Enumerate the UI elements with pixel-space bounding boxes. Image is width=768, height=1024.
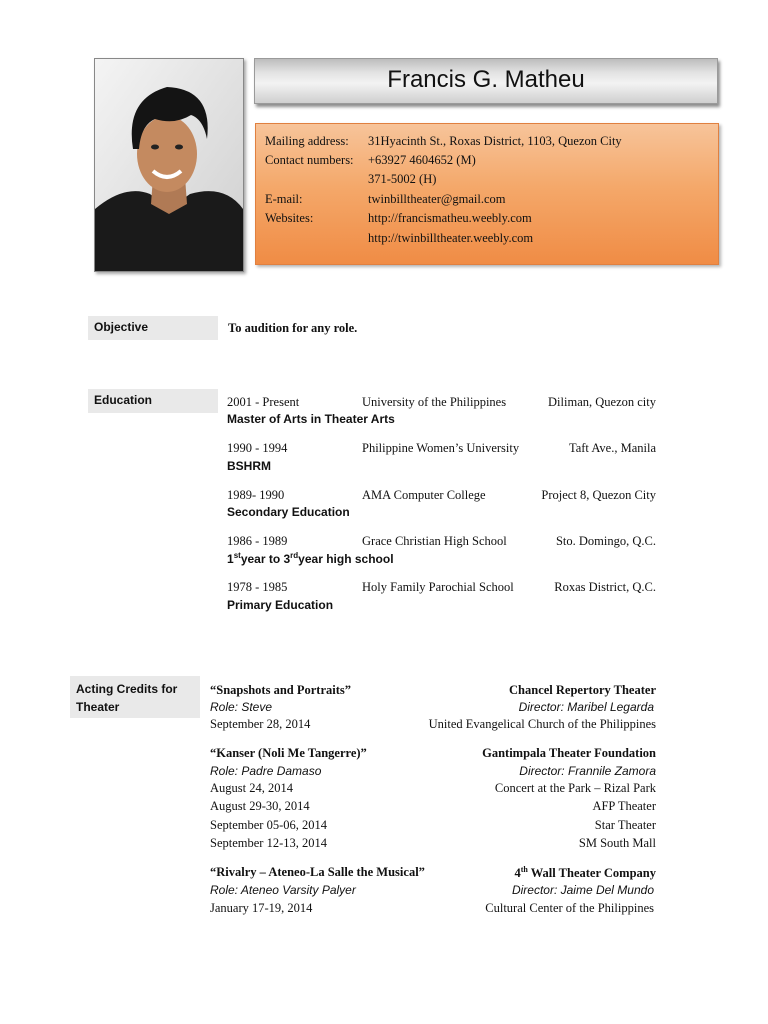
credit-director: Director: Maribel Legarda <box>518 700 654 714</box>
credit-date: August 24, 2014 <box>210 781 293 795</box>
mailing-address: 31Hyacinth St., Roxas District, 1103, Quezon City <box>368 134 622 148</box>
company-superscript: th <box>520 865 528 874</box>
contact-label: Websites: <box>265 211 314 225</box>
profile-photo <box>94 58 244 272</box>
section-label-education: Education <box>88 389 218 413</box>
education-location: Roxas District, Q.C. <box>554 580 656 594</box>
credit-venue: Star Theater <box>594 818 656 832</box>
home-number: 371-5002 (H) <box>368 172 437 186</box>
education-school: Grace Christian High School <box>362 534 507 548</box>
section-label-acting-credits <box>70 676 200 718</box>
credit-date: September 12-13, 2014 <box>210 836 327 850</box>
mobile-number: +63927 4604652 (M) <box>368 153 476 167</box>
education-location: Diliman, Quezon city <box>548 395 656 409</box>
education-degree: Master of Arts in Theater Arts <box>227 412 395 426</box>
degree-part: year to 3 <box>240 552 291 566</box>
contact-label: Contact numbers: <box>265 153 354 167</box>
credit-company: Chancel Repertory Theater <box>509 683 656 697</box>
credit-company: Gantimpala Theater Foundation <box>482 746 656 760</box>
credit-title: “Rivalry – Ateneo-La Salle the Musical” <box>210 865 425 879</box>
website-link[interactable]: http://francismatheu.weebly.com <box>368 211 532 225</box>
credit-title: “Snapshots and Portraits” <box>210 683 351 697</box>
credit-date: September 05-06, 2014 <box>210 818 327 832</box>
credit-title: “Kanser (Noli Me Tangerre)” <box>210 746 367 760</box>
education-degree: Primary Education <box>227 598 334 612</box>
credit-venue: SM South Mall <box>578 836 656 850</box>
education-degree <box>227 551 394 566</box>
contact-box <box>255 123 719 265</box>
education-degree: Secondary Education <box>227 505 350 519</box>
credit-venue: United Evangelical Church of the Philippines <box>428 717 656 731</box>
name-banner <box>254 58 718 104</box>
degree-part: 1 <box>227 552 234 566</box>
education-location: Project 8, Quezon City <box>541 488 656 502</box>
degree-superscript: st <box>233 551 241 560</box>
full-name: Francis G. Matheu <box>387 66 585 93</box>
portrait-image <box>95 59 243 271</box>
credit-venue: AFP Theater <box>592 799 656 813</box>
credit-role: Role: Padre Damaso <box>210 764 322 778</box>
section-label-line: Theater <box>76 700 120 714</box>
section-label-objective: Objective <box>88 316 218 340</box>
contact-label: Mailing address: <box>265 134 349 148</box>
education-years: 1990 - 1994 <box>227 441 288 455</box>
degree-part: year high school <box>298 552 394 566</box>
company-part: Wall Theater Company <box>527 866 656 881</box>
education-years: 1978 - 1985 <box>227 580 288 594</box>
credit-venue: Cultural Center of the Philippines <box>485 901 654 915</box>
education-school: AMA Computer College <box>362 488 486 502</box>
objective-text: To audition for any role. <box>228 321 358 335</box>
credit-director: Director: Frannile Zamora <box>519 764 656 778</box>
education-location: Sto. Domingo, Q.C. <box>555 534 656 548</box>
credit-role: Role: Ateneo Varsity Palyer <box>210 883 356 897</box>
education-years: 1989- 1990 <box>227 488 285 502</box>
education-school: Philippine Women’s University <box>362 441 520 455</box>
credit-director: Director: Jaime Del Mundo <box>511 883 654 897</box>
education-degree: BSHRM <box>227 459 271 473</box>
credit-date: August 29-30, 2014 <box>210 799 310 813</box>
credit-date: January 17-19, 2014 <box>210 901 313 915</box>
degree-superscript: rd <box>290 551 299 560</box>
credit-date: September 28, 2014 <box>210 717 311 731</box>
education-school: Holy Family Parochial School <box>362 580 514 594</box>
website-link[interactable]: http://twinbilltheater.weebly.com <box>368 231 534 245</box>
education-years: 2001 - Present <box>227 395 300 409</box>
credit-venue: Concert at the Park – Rizal Park <box>494 781 656 795</box>
education-school: University of the Philippines <box>362 395 507 409</box>
company-part: 4 <box>514 866 521 881</box>
education-years: 1986 - 1989 <box>227 534 288 548</box>
email-link[interactable]: twinbilltheater@gmail.com <box>368 192 506 206</box>
credit-role: Role: Steve <box>210 700 273 714</box>
section-label-line: Acting Credits for <box>76 682 178 696</box>
contact-label: E-mail: <box>265 192 303 206</box>
education-location: Taft Ave., Manila <box>568 441 656 455</box>
credit-company <box>514 865 656 881</box>
